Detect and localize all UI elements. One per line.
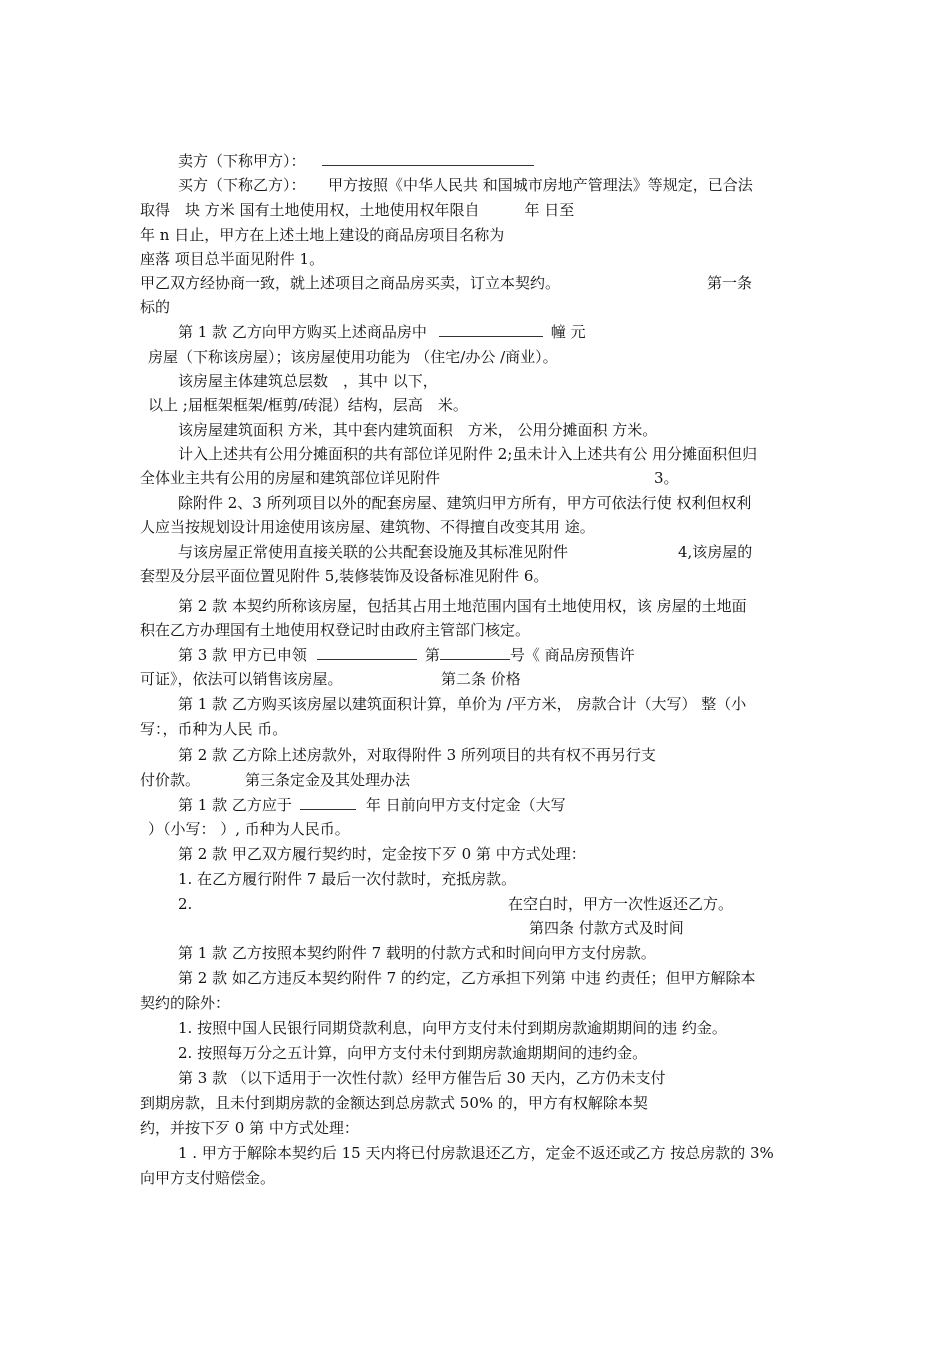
clause-line bbox=[178, 795, 566, 815]
clause-text: 第 3 款 甲方已申领 bbox=[178, 646, 307, 664]
text-line: 积在乙方办理国有土地使用权登记时由政府主管部门核定。 bbox=[140, 621, 531, 639]
article-1-heading: 第一条 bbox=[707, 274, 753, 292]
text-line: 套型及分层平面位置见附件 5,装修装饰及设备标准见附件 6。 bbox=[140, 567, 549, 585]
text-line: 2. bbox=[178, 895, 193, 913]
text-line: 在空白时，甲方一次性返还乙方。 bbox=[508, 895, 734, 913]
text-line: 标的 bbox=[140, 298, 171, 316]
text-line: 第 2 款 如乙方违反本契约附件 7 的约定，乙方承担下列第 中违 约责任；但甲方解除本 bbox=[178, 969, 756, 987]
text-line: 1. 在乙方履行附件 7 最后一次付款时，充抵房款。 bbox=[178, 870, 517, 888]
text-line: 取得 块 方米 国有土地使用权，土地使用权年限自 年 日至 bbox=[140, 201, 575, 219]
text-line: 该房屋主体建筑总层数 ，其中 以下， bbox=[178, 372, 438, 390]
text-line: 3。 bbox=[654, 469, 679, 487]
seller-label: 卖方（下称甲方）： bbox=[178, 152, 306, 170]
seller-line bbox=[178, 151, 534, 171]
text-line: 1. 按照中国人民银行同期贷款利息，向甲方支付未付到期房款逾期期间的违 约金。 bbox=[178, 1019, 727, 1037]
clause-line bbox=[178, 322, 586, 342]
text-line: 第 1 款 乙方按照本契约附件 7 载明的付款方式和时间向甲方支付房款。 bbox=[178, 944, 656, 962]
text-line: 与该房屋正常使用直接关联的公共配套设施及其标准见附件 bbox=[178, 543, 569, 561]
text-line: 人应当按规划设计用途使用该房屋、建筑物、不得擅自改变其用 途。 bbox=[140, 518, 595, 536]
text-line: 以上 ;届框架框架/框剪/砖混）结构，层高 米。 bbox=[148, 396, 468, 414]
seller-blank bbox=[322, 151, 534, 166]
blank-field bbox=[440, 645, 510, 660]
text-line: 2. 按照每万分之五计算，向甲方支付未付到期房款逾期期间的违约金。 bbox=[178, 1044, 648, 1062]
text-line: 付价款。 bbox=[140, 771, 201, 789]
article-2-heading: 第二条 价格 bbox=[441, 670, 521, 688]
text-line: 座落 项目总半面见附件 1。 bbox=[140, 250, 325, 268]
text-line: 契约的除外： bbox=[140, 994, 231, 1012]
text-line: 第 2 款 甲乙双方履行契约时，定金按下歹 0 第 中方式处理： bbox=[178, 845, 586, 863]
clause-text: 年 日前向甲方支付定金（大写 bbox=[365, 796, 566, 814]
clause-text: 第 bbox=[424, 646, 440, 664]
blank-field bbox=[439, 322, 543, 337]
text-line: 年 n 日止，甲方在上述土地上建设的商品房项目名称为 bbox=[140, 226, 505, 244]
buyer-line: 买方（下称乙方）： 甲方按照《中华人民共 和国城市房地产管理法》等规定，已合法 bbox=[178, 176, 753, 194]
clause-text: 第 1 款 乙方应于 bbox=[178, 796, 292, 814]
text-line: 全体业主共有公用的房屋和建筑部位详见附件 bbox=[140, 469, 441, 487]
clause-text: 幢 元 bbox=[550, 323, 586, 341]
article-3-heading: 第三条定金及其处理办法 bbox=[245, 771, 411, 789]
text-line: 4,该房屋的 bbox=[678, 543, 753, 561]
article-4-heading: 第四条 付款方式及时间 bbox=[529, 919, 684, 937]
text-line: 除附件 2、3 所列项目以外的配套房屋、建筑归甲方所有，甲方可依法行使 权利但权利 bbox=[178, 494, 752, 512]
text-line: 1 . 甲方于解除本契约后 15 天内将已付房款退还乙方，定金不返还或乙方 按总房款的 3% bbox=[178, 1144, 774, 1162]
blank-field bbox=[317, 645, 417, 660]
text-line: 甲乙双方经协商一致，就上述项目之商品房买卖，订立本契约。 bbox=[140, 274, 561, 292]
text-line: 第 2 款 本契约所称该房屋，包括其占用土地范围内国有土地使用权，该 房屋的土地面 bbox=[178, 597, 747, 615]
blank-field bbox=[300, 795, 356, 810]
text-line: 计入上述共有公用分摊面积的共有部位详见附件 2;虽未计入上述共有公 用分摊面积但归 bbox=[178, 445, 758, 463]
text-line: 第 1 款 乙方购买该房屋以建筑面积计算，单价为 /平方米， 房款合计（大写） 整（小 bbox=[178, 695, 747, 713]
text-line: 第 2 款 乙方除上述房款外，对取得附件 3 所列项目的共有权不再另行支 bbox=[178, 746, 656, 764]
text-line: 向甲方支付赔偿金。 bbox=[140, 1169, 276, 1187]
text-line: 到期房款，且未付到期房款的金额达到总房款式 50% 的，甲方有权解除本契 bbox=[140, 1094, 648, 1112]
text-line: 约，并按下歹 0 第 中方式处理： bbox=[140, 1119, 359, 1137]
clause-text: 号《 商品房预售许 bbox=[509, 646, 635, 664]
text-line: 可证》，依法可以销售该房屋。 bbox=[140, 670, 343, 688]
text-line: 写：，币种为人民 币。 bbox=[140, 720, 288, 738]
text-line: 房屋（下称该房屋）；该房屋使用功能为 （住宅/办公 /商业）。 bbox=[148, 348, 558, 366]
clause-line bbox=[178, 645, 635, 665]
clause-text: 第 1 款 乙方向甲方购买上述商品房中 bbox=[178, 323, 427, 341]
text-line: 该房屋建筑面积 方米，其中套内建筑面积 方米， 公用分摊面积 方米。 bbox=[178, 421, 658, 439]
text-line: 第 3 款 （以下适用于一次性付款）经甲方催告后 30 天内，乙方仍未支付 bbox=[178, 1069, 666, 1087]
text-line: ）（小写： ）, 币种为人民币。 bbox=[148, 820, 350, 838]
